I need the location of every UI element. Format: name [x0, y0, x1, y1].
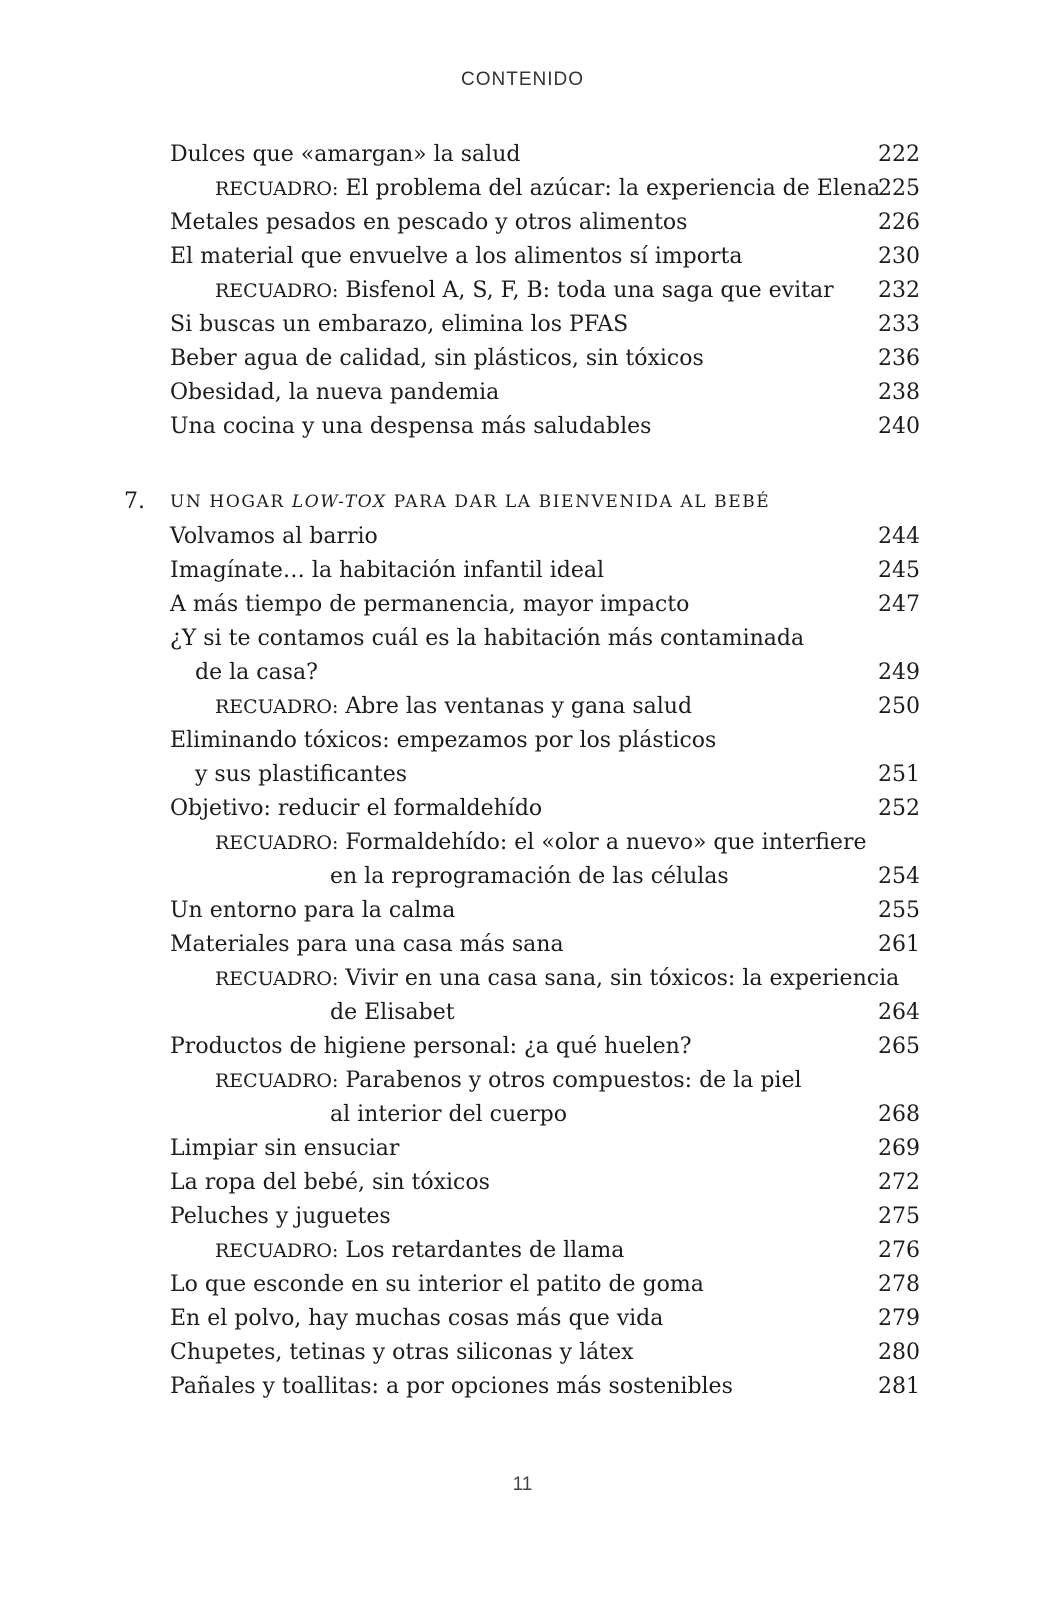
- toc-box-entry: [0, 172, 1045, 206]
- toc-entry-text: Pañales y toallitas: a por opciones más sostenibles: [170, 1374, 733, 1399]
- toc-entry-title: [170, 1268, 704, 1302]
- toc-page-number: 251: [878, 762, 920, 787]
- toc-entry: [0, 894, 1045, 928]
- toc-box-entry: [0, 274, 1045, 308]
- toc-page-number: 261: [878, 932, 920, 957]
- toc-entry-text: Eliminando tóxicos: empezamos por los plásticos: [170, 728, 717, 753]
- toc-entry-title: [170, 894, 455, 928]
- toc-entry-text: ¿Y si te contamos cuál es la habitación más contaminada: [170, 626, 805, 651]
- toc-entry-title: [215, 1064, 802, 1098]
- toc-entry-text: Lo que esconde en su interior el patito de goma: [170, 1272, 704, 1297]
- toc-entry-title: [170, 410, 651, 444]
- toc-entry-title: [170, 342, 704, 376]
- toc-entry-text: Objetivo: reducir el formaldehído: [170, 796, 543, 821]
- toc-entry-text: Beber agua de calidad, sin plásticos, sin tóxicos: [170, 346, 704, 371]
- toc-entry-title: [215, 172, 880, 206]
- toc-page-number: 276: [878, 1238, 920, 1263]
- toc-entry-text: Dulces que «amargan» la salud: [170, 142, 521, 167]
- toc-entry-title: [170, 724, 716, 758]
- toc-entry-text: La ropa del bebé, sin tóxicos: [170, 1170, 490, 1195]
- toc-entry: [0, 206, 1045, 240]
- toc-entry-continuation: [0, 860, 1045, 894]
- toc-entry: [0, 138, 1045, 172]
- toc-entry: [0, 588, 1045, 622]
- toc-entry-title: [195, 656, 318, 690]
- toc-entry: [0, 1302, 1045, 1336]
- toc-entry-text: Una cocina y una despensa más saludables: [170, 414, 652, 439]
- toc-entry-text: Un entorno para la calma: [170, 898, 456, 923]
- toc-page-number: 236: [878, 346, 920, 371]
- toc-box-entry: [0, 1064, 1045, 1098]
- toc-entry: [0, 376, 1045, 410]
- toc-page-number: 275: [878, 1204, 920, 1229]
- toc-page-number: 254: [878, 864, 920, 889]
- toc-box-entry: [0, 826, 1045, 860]
- toc-page-number: 240: [878, 414, 920, 439]
- toc-entry-title: [215, 826, 866, 860]
- box-prefix-label: RECUADRO:: [215, 280, 339, 302]
- toc-entry-text: de la casa?: [195, 660, 318, 685]
- toc-entry-text: Productos de higiene personal: ¿a qué huelen?: [170, 1034, 692, 1059]
- toc-page-number: 252: [878, 796, 920, 821]
- toc-page-number: 226: [878, 210, 920, 235]
- chapter-heading: [0, 484, 1045, 520]
- toc-entry-title: [170, 138, 520, 172]
- box-prefix-label: RECUADRO:: [215, 968, 339, 990]
- chapter-title-start: UN HOGAR: [170, 492, 292, 512]
- chapter-title: [170, 484, 770, 520]
- toc-entry: [0, 1268, 1045, 1302]
- toc-page-number: 264: [878, 1000, 920, 1025]
- toc-entry-title: [170, 206, 687, 240]
- toc-page-number: 280: [878, 1340, 920, 1365]
- toc-entry-text: En el polvo, hay muchas cosas más que vida: [170, 1306, 664, 1331]
- toc-entry-text: Limpiar sin ensuciar: [170, 1136, 400, 1161]
- toc-page-number: 247: [878, 592, 920, 617]
- box-prefix-label: RECUADRO:: [215, 178, 339, 200]
- toc-page-number: 279: [878, 1306, 920, 1331]
- toc-entry-text: Los retardantes de llama: [345, 1238, 625, 1263]
- toc-entry: [0, 928, 1045, 962]
- toc-entry: [0, 1336, 1045, 1370]
- toc-page-number: 230: [878, 244, 920, 269]
- toc-entry: [0, 410, 1045, 444]
- toc-entry-title: [170, 554, 604, 588]
- toc-entry-title: [215, 1234, 624, 1268]
- toc-section-previous-chapter: [0, 138, 1045, 444]
- toc-box-entry: [0, 1234, 1045, 1268]
- toc-entry-title: [170, 622, 804, 656]
- toc-entry-continuation: [0, 656, 1045, 690]
- toc-entry-title: [330, 1098, 567, 1132]
- toc-page-number: 244: [878, 524, 920, 549]
- toc-entry-title: [330, 996, 455, 1030]
- toc-page-number: 272: [878, 1170, 920, 1195]
- toc-entry: [0, 1370, 1045, 1404]
- toc-entry-title: [170, 376, 499, 410]
- toc-page-number: 268: [878, 1102, 920, 1127]
- toc-entry-text: Peluches y juguetes: [170, 1204, 391, 1229]
- toc-entry-continuation: [0, 1098, 1045, 1132]
- toc-entry-text: de Elisabet: [330, 1000, 455, 1025]
- toc-entry-text: Parabenos y otros compuestos: de la piel: [345, 1068, 802, 1093]
- toc-entry-continuation: [0, 758, 1045, 792]
- toc-entry-text: El problema del azúcar: la experiencia de Elena: [345, 176, 881, 201]
- toc-entry-title: [170, 1302, 663, 1336]
- toc-entry-title: [170, 792, 542, 826]
- toc-entry-continuation: [0, 996, 1045, 1030]
- toc-entry-title: [170, 240, 742, 274]
- toc-entry: [0, 1132, 1045, 1166]
- toc-entry: [0, 342, 1045, 376]
- toc-page-number: 278: [878, 1272, 920, 1297]
- toc-entry: [0, 308, 1045, 342]
- toc-entry-text: al interior del cuerpo: [330, 1102, 568, 1127]
- toc-entry-text: Formaldehído: el «olor a nuevo» que interfiere: [345, 830, 867, 855]
- page-number: 11: [512, 1474, 533, 1495]
- toc-entry-title: [170, 1336, 634, 1370]
- toc-entry: [0, 792, 1045, 826]
- running-head: CONTENIDO: [461, 69, 584, 90]
- toc-entry-text: Imagínate… la habitación infantil ideal: [170, 558, 605, 583]
- toc-entry-text: A más tiempo de permanencia, mayor impacto: [170, 592, 690, 617]
- toc-entry-title: [330, 860, 729, 894]
- toc-entry-title: [170, 928, 564, 962]
- box-prefix-label: RECUADRO:: [215, 1240, 339, 1262]
- toc-entry: [0, 724, 1045, 758]
- toc-page-number: 269: [878, 1136, 920, 1161]
- toc-page-number: 245: [878, 558, 920, 583]
- toc-page-number: 265: [878, 1034, 920, 1059]
- toc-page-number: 225: [878, 176, 920, 201]
- box-prefix-label: RECUADRO:: [215, 1070, 339, 1092]
- toc-entry-title: [170, 1030, 692, 1064]
- box-prefix-label: RECUADRO:: [215, 832, 339, 854]
- toc-entry-text: Obesidad, la nueva pandemia: [170, 380, 500, 405]
- toc-page-number: 238: [878, 380, 920, 405]
- toc-page-number: 233: [878, 312, 920, 337]
- toc-entry-text: Materiales para una casa más sana: [170, 932, 564, 957]
- toc-entry-text: Chupetes, tetinas y otras siliconas y látex: [170, 1340, 634, 1365]
- toc-entry-text: Si buscas un embarazo, elimina los PFAS: [170, 312, 629, 337]
- toc-page-number: 250: [878, 694, 920, 719]
- toc-page-number: 222: [878, 142, 920, 167]
- toc-entry-text: y sus plastificantes: [195, 762, 407, 787]
- toc-entry: [0, 520, 1045, 554]
- toc-entry: [0, 240, 1045, 274]
- toc-entry: [0, 1030, 1045, 1064]
- toc-page-number: 255: [878, 898, 920, 923]
- chapter-number: 7.: [124, 489, 145, 514]
- toc-entry-text: El material que envuelve a los alimentos sí importa: [170, 244, 743, 269]
- toc-entry-title: [170, 308, 628, 342]
- toc-entry-title: [170, 1200, 391, 1234]
- toc-entry-title: [170, 1166, 490, 1200]
- toc-entry: [0, 1166, 1045, 1200]
- box-prefix-label: RECUADRO:: [215, 696, 339, 718]
- toc-page-number: 281: [878, 1374, 920, 1399]
- chapter-spacer: [0, 444, 1045, 484]
- toc-entry-text: Volvamos al barrio: [170, 524, 378, 549]
- toc-entry-title: [215, 690, 692, 724]
- chapter-title-emphasis: LOW-TOX: [291, 492, 387, 512]
- toc-entry-title: [195, 758, 407, 792]
- toc-page-number: 249: [878, 660, 920, 685]
- toc-box-entry: [0, 962, 1045, 996]
- table-of-contents: [0, 138, 1045, 1404]
- toc-entry-text: Vivir en una casa sana, sin tóxicos: la experiencia: [345, 966, 900, 991]
- toc-entry-title: [170, 520, 378, 554]
- toc-entry: [0, 1200, 1045, 1234]
- toc-entry-title: [170, 588, 689, 622]
- toc-page-number: 232: [878, 278, 920, 303]
- toc-section-chapter-7: [0, 520, 1045, 1404]
- toc-entry-text: Abre las ventanas y gana salud: [345, 694, 693, 719]
- toc-box-entry: [0, 690, 1045, 724]
- toc-entry-title: [215, 962, 899, 996]
- toc-entry-title: [170, 1370, 733, 1404]
- chapter-title-end: PARA DAR LA BIENVENIDA AL BEBÉ: [386, 492, 771, 512]
- toc-entry-title: [215, 274, 834, 308]
- toc-entry: [0, 554, 1045, 588]
- toc-entry: [0, 622, 1045, 656]
- toc-entry-text: Metales pesados en pescado y otros alimentos: [170, 210, 688, 235]
- toc-entry-text: Bisfenol A, S, F, B: toda una saga que evitar: [345, 278, 834, 303]
- toc-entry-title: [170, 1132, 399, 1166]
- toc-entry-text: en la reprogramación de las células: [330, 864, 729, 889]
